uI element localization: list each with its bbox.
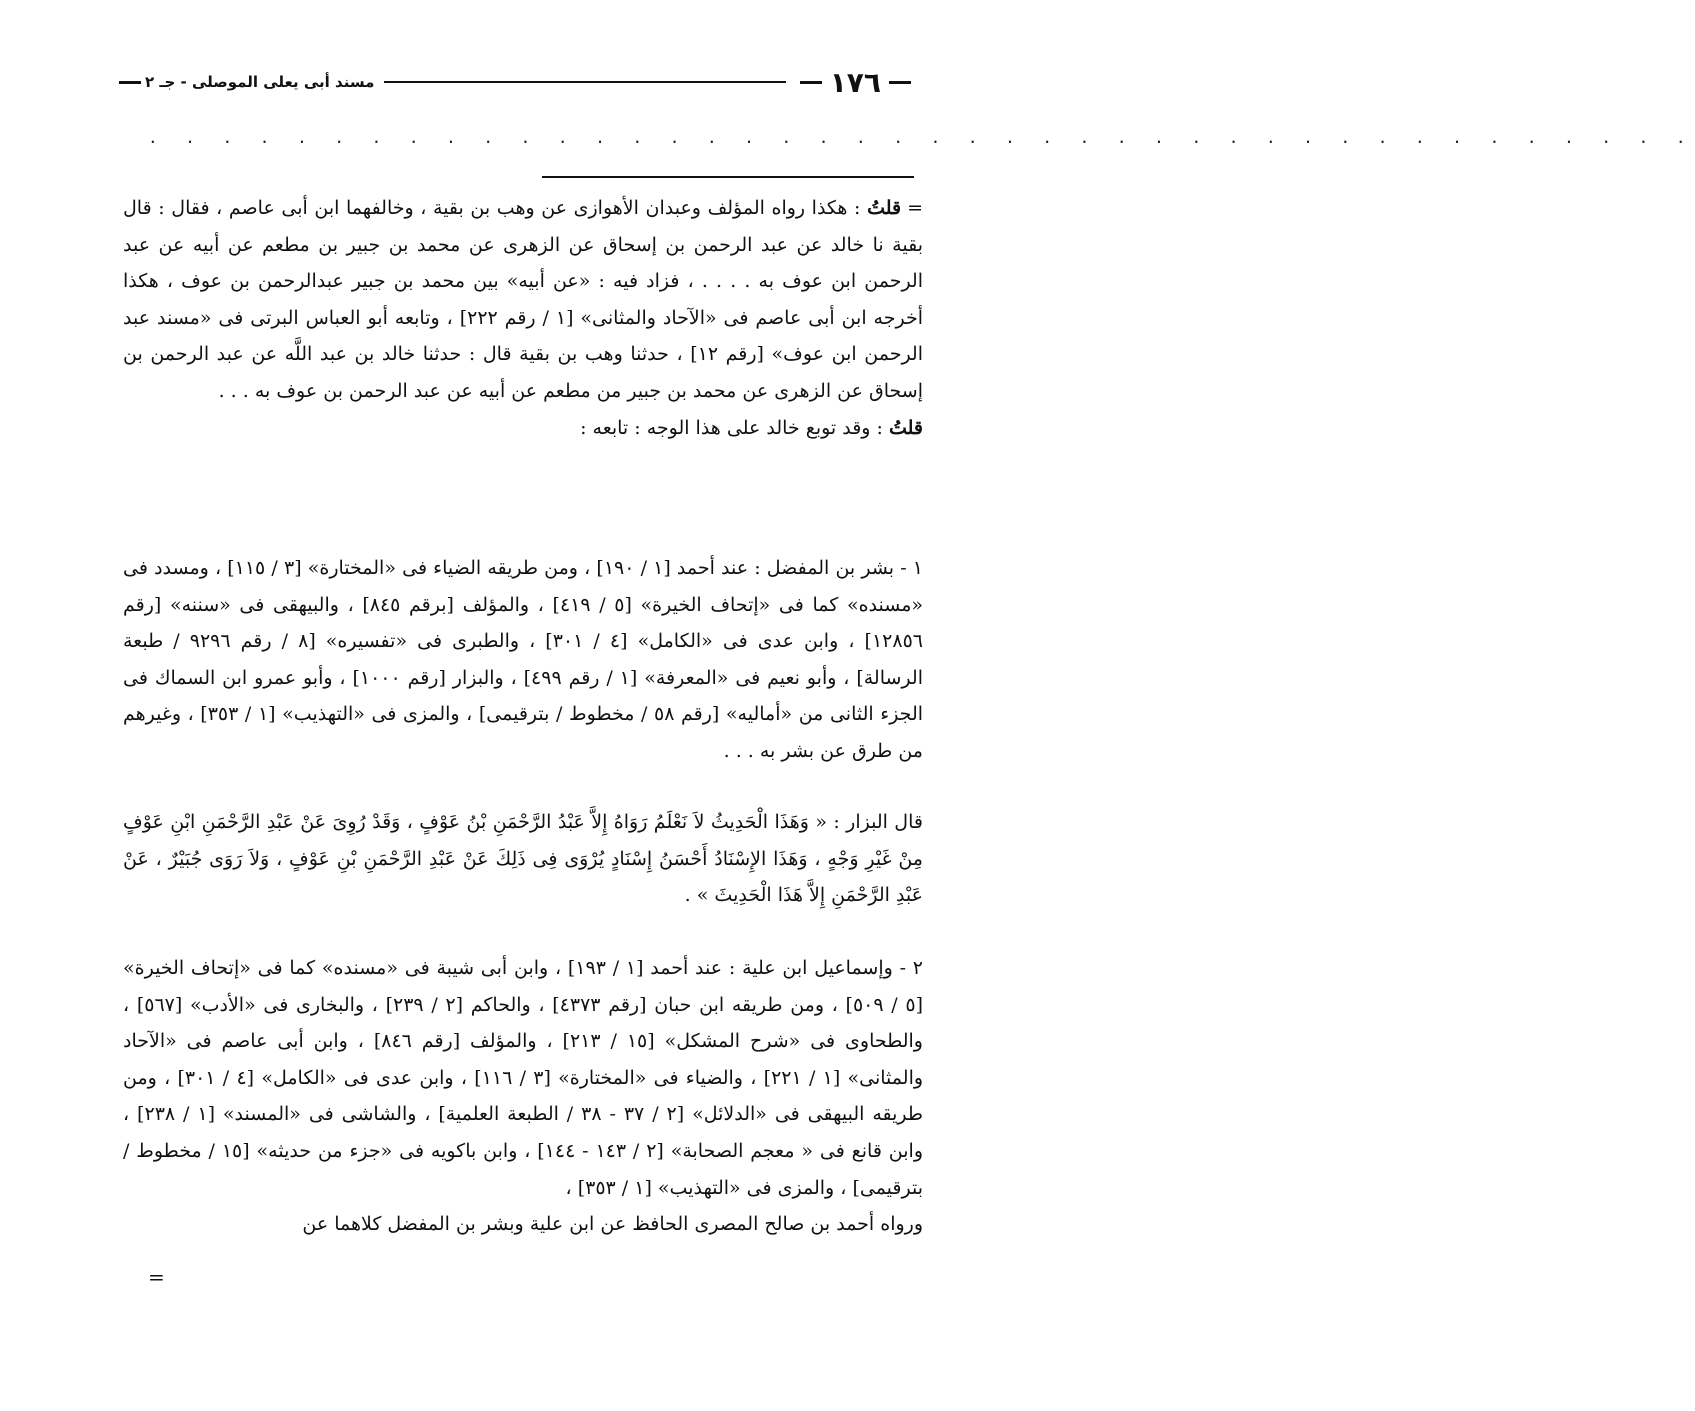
header-dash-mid bbox=[800, 81, 822, 84]
paragraph-1 bbox=[123, 190, 923, 410]
dotted-separator: . . . . . . . . . . . . . . . . . . . . . . . . . . . . . . . . . . . . . . . . . . bbox=[148, 128, 1695, 147]
text-block-fourth bbox=[123, 950, 923, 1243]
qultu-label-2: قلتُ bbox=[888, 416, 923, 439]
page-number: ١٧٦ bbox=[829, 65, 881, 99]
paragraph-6: ورواه أحمد بن صالح المصرى الحافظ عن ابن علية وبشر بن المفضل كلاهما عن bbox=[302, 1213, 923, 1236]
paragraph-1-text: : هكذا رواه المؤلف وعبدان الأهوازى عن وهب بن بقية ، وخالفهما ابن أبى عاصم ، فقال : قال بقية نا خالد عن عبد الرحمن بن إسحاق عن الزهرى عن محمد بن جبير بن مطعم عن أبيه عن عبد الرحمن ابن عوف به . . . . ، فزاد فيه : «عن أبيه» بين محمد بن جبير عبدالرحمن بن عوف ، هكذا أخرجه ابن أبى عاصم فى «الآحاد والمثانى» [١ / رقم ٢٢٢] ، وتابعه أبو العباس البرتى فى «مسند عبد الرحمن ابن عوف» [رقم ١٢] ، حدثنا وهب بن بقية قال : حدثنا خالد بن عبد اللَّه عن عبد الرحمن بن إسحاق عن الزهرى عن محمد بن جبير من مطعم عن أبيه عن عبد الرحمن بن عوف به . . . bbox=[123, 197, 923, 402]
paragraph-3: ١ - بشر بن المفضل : عند أحمد [١ / ١٩٠] ، ومن طريقه الضياء فى «المختارة» [٣ / ١١٥] ، ومسدد فى «مسنده» كما فى «إتحاف الخيرة» [٥ / ٤١٩] ، والمؤلف [برقم ٨٤٥] ، والبيهقى فى «سننه» [رقم ١٢٨٥٦] ، وابن عدى فى «الكامل» [٤ / ٣٠١] ، والطبرى فى «تفسيره» [٨ / رقم ٩٢٩٦ / طبعة الرسالة] ، وأبو نعيم فى «المعرفة» [١ / رقم ٤٩٩] ، والبزار [رقم ١٠٠٠] ، وأبو عمرو ابن السماك فى الجزء الثانى من «أماليه» [رقم ٥٨ / مخطوط / بترقيمى] ، والمزى فى «التهذيب» [١ / ٣٥٣] ، وغيرهم من طرق عن بشر به . . . bbox=[123, 557, 924, 762]
paragraph-2 bbox=[123, 410, 923, 447]
continuation-mark-end: = bbox=[148, 1265, 165, 1289]
book-title: مسند أبى يعلى الموصلى - جـ ٢ bbox=[145, 73, 375, 91]
paragraph-4: قال البزار : « وَهَذَا الْحَدِيثُ لاَ نَعْلَمُ رَوَاهُ إِلاَّ عَبْدُ الرَّحْمَنِ بْنُ عَوْفٍ ، وَقَدْ رُوِىَ عَنْ عَبْدِ الرَّحْمَنِ ابْنِ عَوْفٍ مِنْ غَيْرِ وَجْهٍ ، وَهَذَا الإِسْنَادُ أَحْسَنُ إِسْنَادٍ يُرْوَى فِى ذَلِكَ عَنْ عَبْدِ الرَّحْمَنِ بْنِ عَوْفٍ ، وَلاَ رَوَى جُبَيْرٌ ، عَنْ عَبْدِ الرَّحْمَنِ إِلاَّ هَذَا الْحَدِيثَ » . bbox=[123, 811, 923, 907]
qultu-label: قلتُ bbox=[867, 197, 902, 219]
continuation-mark: = bbox=[907, 197, 924, 219]
paragraph-2-text: : وقد توبع خالد على هذا الوجه : تابعه : bbox=[580, 416, 883, 439]
text-block-second bbox=[123, 550, 923, 770]
header-dash-right bbox=[889, 81, 911, 84]
paragraph-5: ٢ - وإسماعيل ابن علية : عند أحمد [١ / ١٩٣] ، وابن أبى شيبة فى «مسنده» كما فى «إتحاف الخيرة» [٥ / ٥٠٩] ، ومن طريقه ابن حبان [رقم ٤٣٧٣] ، والحاكم [٢ / ٢٣٩] ، والبخارى فى «الأدب» [٥٦٧] ، والطحاوى فى «شرح المشكل» [١٥ / ٢١٣] ، والمؤلف [رقم ٨٤٦] ، وابن أبى عاصم فى «الآحاد والمثانى» [١ / ٢٢١] ، والضياء فى «المختارة» [٣ / ١١٦] ، وابن عدى فى «الكامل» [٤ / ٣٠١] ، ومن طريقه البيهقى فى «الدلائل» [٢ / ٣٧ - ٣٨ / الطبعة العلمية] ، والشاشى فى «المسند» [١ / ٢٣٨] ، وابن قانع فى « معجم الصحابة» [٢ / ١٤٣ - ١٤٤] ، وابن باكويه فى «جزء من حديثه» [١٥ / مخطوط / بترقيمى] ، والمزى فى «التهذيب» [١ / ٣٥٣] ، bbox=[123, 957, 924, 1199]
running-header bbox=[115, 60, 915, 104]
footnote-rule bbox=[542, 176, 914, 178]
header-dash-left bbox=[119, 81, 141, 84]
text-block-first bbox=[123, 190, 923, 446]
header-rule bbox=[384, 81, 785, 83]
text-block-third bbox=[123, 804, 923, 914]
